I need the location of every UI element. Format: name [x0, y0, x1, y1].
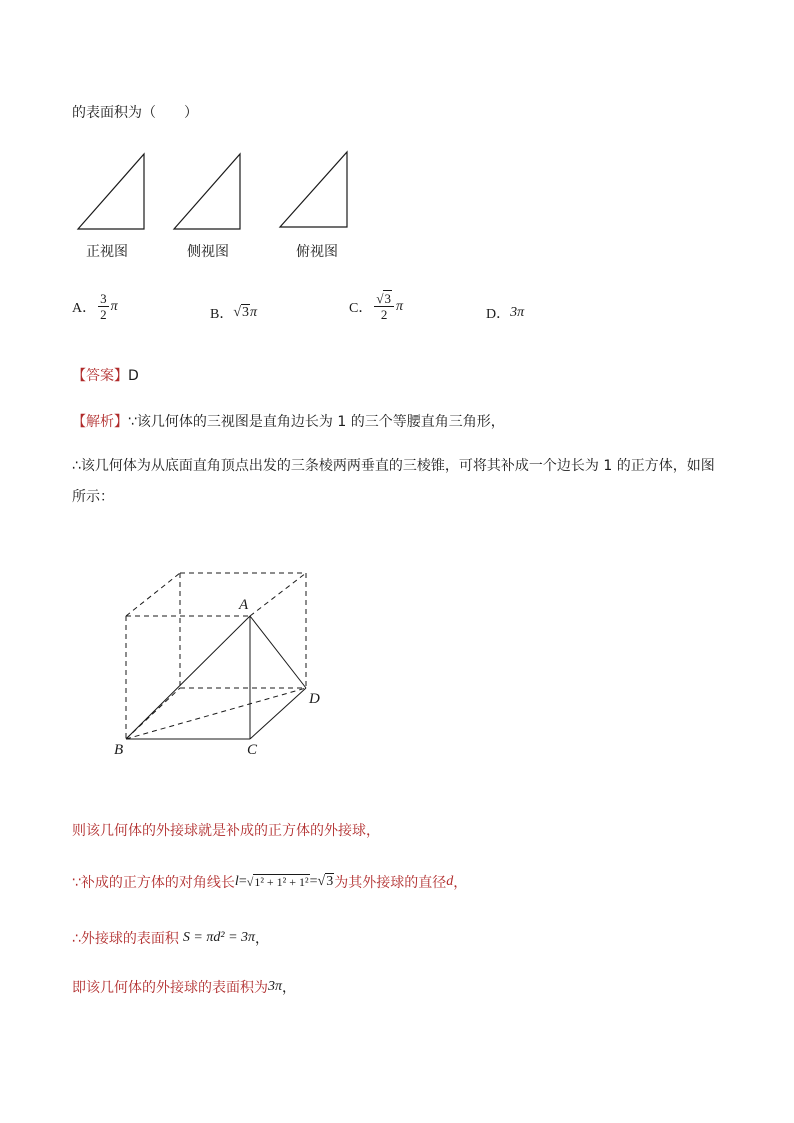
- answer-value: D: [128, 368, 139, 384]
- front-view-label: 正视图: [86, 244, 128, 260]
- line5-formula: S = πd² = 3π: [182, 930, 256, 945]
- option-c-radicand: 3: [384, 291, 391, 306]
- front-view-triangle: [78, 154, 144, 229]
- option-c: [349, 292, 403, 321]
- cube-figure: [100, 560, 340, 770]
- option-a-num: 3: [100, 291, 107, 306]
- top-view-label: 俯视图: [296, 244, 338, 260]
- analysis-tag: 【解析】: [72, 414, 128, 430]
- line6-end: ，: [282, 980, 297, 996]
- option-a-letter: A．: [72, 300, 97, 316]
- line4-l: l: [234, 874, 239, 889]
- cube-edge-dashed: [250, 573, 306, 616]
- option-a: [72, 292, 118, 321]
- analysis-line-1: [72, 411, 505, 431]
- top-view-triangle: [280, 152, 347, 227]
- label-c: C: [247, 742, 258, 758]
- answer-tag: 【答案】: [72, 368, 128, 384]
- line4-post: 为其外接球的直径: [334, 875, 447, 891]
- line4-end: ，: [453, 875, 468, 891]
- analysis-text-1: ∵该几何体的三视图是直角边长为 1 的三个等腰直角三角形，: [128, 414, 505, 430]
- edge-ab: [126, 616, 250, 739]
- analysis-line-3: 则该几何体的外接球就是补成的正方体的外接球，: [72, 823, 380, 839]
- cube-edge-dashed: [126, 573, 180, 616]
- question-stem: 的表面积为（ ）: [72, 105, 198, 121]
- edge-ad: [250, 616, 306, 688]
- option-b-pi: π: [250, 305, 258, 320]
- line6-pre: 即该几何体的外接球的表面积为: [72, 980, 268, 996]
- option-d-letter: D．: [486, 307, 511, 322]
- line5-pre: ∴外接球的表面积: [72, 931, 179, 947]
- three-views-figure: [70, 148, 360, 238]
- line4-sqrt2: √3: [317, 874, 334, 889]
- option-d: [486, 303, 524, 323]
- analysis-line-2a: ∴该几何体为从底面直角顶点出发的三条棱两两垂直的三棱锥，可将其补成一个边长为 1 的正方体，如图: [72, 458, 715, 474]
- option-b-radicand: 3: [242, 305, 250, 320]
- line4-sqrt: √1² + 1² + 1²: [246, 874, 309, 889]
- analysis-line-6: [72, 977, 296, 997]
- option-c-pi: π: [395, 298, 403, 314]
- option-b-letter: B．: [210, 307, 234, 322]
- option-a-fraction: [98, 292, 109, 321]
- line4-d: d: [446, 874, 454, 889]
- line4-radicand: 1² + 1² + 1²: [254, 874, 309, 889]
- line4-radicand2: 3: [326, 874, 334, 889]
- option-b-sqrt: √3: [233, 305, 250, 320]
- option-b: [210, 303, 257, 323]
- edge-cd: [250, 688, 306, 739]
- analysis-line-4: [72, 872, 467, 892]
- line5-end: ，: [255, 931, 270, 947]
- analysis-line-5: [72, 928, 269, 948]
- option-c-num: √3: [374, 292, 394, 307]
- line4-eq: =: [238, 874, 247, 889]
- side-view-label: 侧视图: [187, 244, 229, 260]
- option-c-den: 2: [380, 307, 388, 322]
- line6-value: 3π: [268, 979, 283, 994]
- option-c-fraction: [374, 292, 394, 321]
- option-c-letter: C．: [349, 300, 373, 316]
- label-b: B: [114, 742, 124, 758]
- side-view-triangle: [174, 154, 240, 229]
- option-a-den: 2: [100, 307, 107, 322]
- answer-line: [72, 365, 139, 385]
- analysis-line-2b: 所示：: [72, 489, 114, 505]
- line4-pre: ∵补成的正方体的对角线长: [72, 875, 235, 891]
- option-a-pi: π: [110, 298, 118, 314]
- label-d: D: [309, 691, 320, 707]
- label-a: A: [239, 597, 249, 613]
- line4-eq2: =: [309, 874, 318, 889]
- option-d-value: 3π: [510, 305, 525, 320]
